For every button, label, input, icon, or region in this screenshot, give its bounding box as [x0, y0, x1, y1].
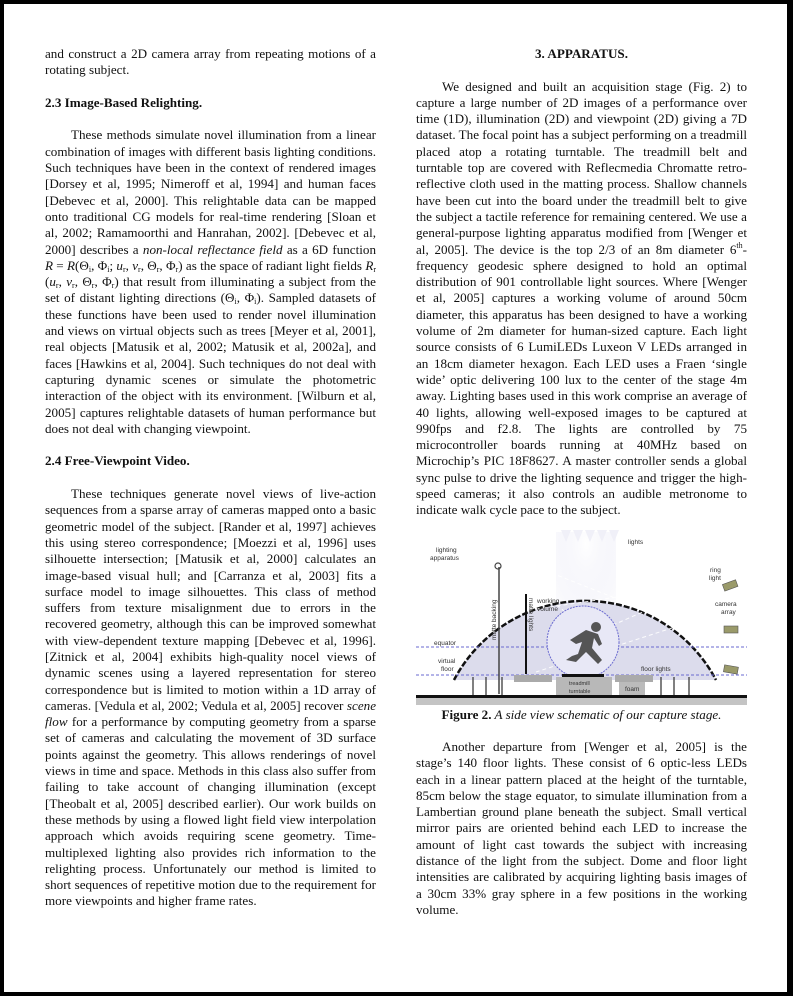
label-ring-light: ring [710, 566, 721, 574]
label-virtual-floor: virtual [438, 657, 456, 665]
label-foam: foam [625, 685, 640, 693]
camera-array-icon [722, 579, 738, 673]
label-matte-lights: matte lights [527, 597, 534, 631]
paragraph-free-viewpoint-video: These techniques generate novel views of live-action sequences from a sparse array of cameras mapped onto a basic geometric model of the subject. [Rander et al, 1997] achieves this using stereo correspondence; [Moezzi et al, 1996] uses silhouette intersection; [Matusik et al, 2000] calculates an image-based visual hull; and [Carranza et al, 2003] fits a surface model to image silhouettes. This class of method suffers from texture misalignment due to errors in the recovered geometry, although this can be improved somewhat with view-dependent texture mapping [Debevec et al, 1996]. [Zitnick et al, 2004] exhibits high-quality nocel views of dynamic scenes using a layered representation for stereo correspondence but is limited to motion within a 1D array of cameras. [Vedula et al, 2002; Vedula et al, 2005] recover scene flow for a performance by computing geometry from a sparse set of cameras and calculating the movement of 3D surface points against the geometry. This allows renderings of novel views in time and space. Methods in this class also suffer from failing to take account of changing illumination (except [Theobalt et al, 2005] described earlier). Our work builds on these methods by using a flowed light field view interpolation approach which avoids requiring scene geometry. Time-multiplexed lighting also provides rich information to the relighting process. Unfortunately our method is limited to short sequences of repetitive motion due to the requirement for more viewpoints and higher frame rates. [45, 486, 376, 909]
label-treadmill: treadmill [569, 680, 590, 687]
label-lighting-apparatus: lighting [436, 546, 457, 554]
paper-page [4, 4, 787, 992]
label-working-volume: working [537, 597, 560, 605]
paragraph-apparatus: We designed and built an acquisition stage (Fig. 2) to capture a large number of 2D images of a performance over time (1D), illumination (2D) and viewpoint (2D) giving a 7D dataset. The focal point has a subject performing on a treadmill placed atop a rotating turntable. The treadmill belt and turntable top are covered with Reflecmedia Chromatte retro-reflective cloth used in the matting process. Shallow channels have been cut into the board under the treadmill belt to give the subject a tactile reference for remaining centered. We use a general-purpose lighting apparatus modified from [Wenger et al, 2005]. The device is the top 2/3 of an 8m diameter 6th-frequency geodesic sphere designed to hold an optimal distribution of 901 controllable light sources. Where [Wenger et al, 2005] captures a working volume of around 50cm diameter, this apparatus has been designed to have a working volume of 2m diameter for human-sized capture. Each light source consists of 6 LumiLEDs Luxeon V LEDs arranged in an 18cm diameter hexagon. Each LED uses a Fraen ‘single wide’ optic delivering 100 lux to the center of the stage 4m away. Lighting bases used in this work comprise an average of 40 lights, allowing well-exposed images to be captured at 990fps and f2.8. The lights are controlled by 75 microcontroller boards running at 40MHz based on Microchip’s PIC 18F8627. A master controller sends a global sync pulse to drive the lighting sequence and trigger the high-speed cameras; it also controls an audible metronome to indicate walk cycle pace to the subject. [416, 78, 747, 518]
svg-text:array: array [721, 608, 736, 616]
section-heading-2-4: 2.4 Free-Viewpoint Video. [45, 453, 190, 469]
treadmill-belt [562, 674, 604, 677]
svg-text:floor: floor [441, 665, 454, 673]
svg-text:light: light [709, 574, 721, 582]
label-equator: equator [434, 639, 457, 647]
intro-paragraph: and construct a 2D camera array from repeating motions of a rotating subject. [45, 46, 376, 78]
label-lights: lights [628, 538, 644, 546]
section-heading-3: 3. APPARATUS. [535, 46, 628, 61]
label-floor-lights: floor lights [641, 665, 671, 673]
paragraph-image-based-relighting: These methods simulate novel illumination from a linear combination of images with different basis lighting conditions. Such techniques have been in the context of rendered images [Dorsey et al, 1995; Nimeroff et al, 1994] and human faces [Debevec et al, 2000]. This relightable data can be mapped onto traditional CG models for real-time rendering [Sloan et al, 2002; Ramamoorthi and Hanrahan, 2002]. [Debevec et al, 2000] describes a non-local reflectance field as a 6D function $R = R(\Theta_i$, $\Phi_i$; $u_r$, $v_r$, $\Theta_r$, $\Phi_r$) as the space of radiant light fields $R_r$ ($u_r$, $v_r$, $\Theta_r$, $\Phi_r$) that result from illuminating a subject from the set of distant lighting directions ($\Theta_i$, $\Phi_i$). Sampled datasets of these functions have been used to render novel illumination and views on virtual objects such as trees [Meyer et al, 2001], real objects [Matusik et al, 2002; Matusik et al, 2002a], and faces [Hawkins et al, 2004]. Such techniques do not deal with capturing dynamic scenes or simulate the photometric interaction of the object with its environment. [Wilburn et al, 2005] captures relightable datasets of human performance but does not deal with changing viewpoint. [45, 127, 377, 436]
section-heading-2-3: 2.3 Image-Based Relighting. [45, 94, 203, 110]
right-column [416, 46, 747, 918]
label-turntable: turntable [569, 688, 591, 695]
figure-caption: Figure 2. A side view schematic of our capture stage. [441, 706, 722, 722]
ground-line [416, 695, 747, 698]
left-column [45, 46, 376, 910]
label-matte-backing: matte backing [491, 599, 498, 640]
paragraph-floor-lights: Another departure from [Wenger et al, 2005] is the stage’s 140 floor lights. These consist of 6 optic-less LEDs each in a linear pattern placed at the height of the turntable, 85cm below the stage equator, to simulate illumination from a Lambertian ground plane beneath the subject. Small vertical mirror pairs are oriented behind each LED to increase the amount of light cast towards the subject with increasing distance of the light from the subject. Dome and floor light intensities are calibrated by acquiring lighting basis images of a 30cm 33% gray sphere in a few positions in the working volume. [416, 738, 747, 917]
svg-text:volume: volume [537, 605, 558, 613]
figure-capture-stage-schematic [416, 522, 747, 705]
svg-text:apparatus: apparatus [430, 554, 459, 562]
stage-schematic-diagram [416, 522, 747, 705]
label-camera-array: camera [715, 600, 737, 608]
